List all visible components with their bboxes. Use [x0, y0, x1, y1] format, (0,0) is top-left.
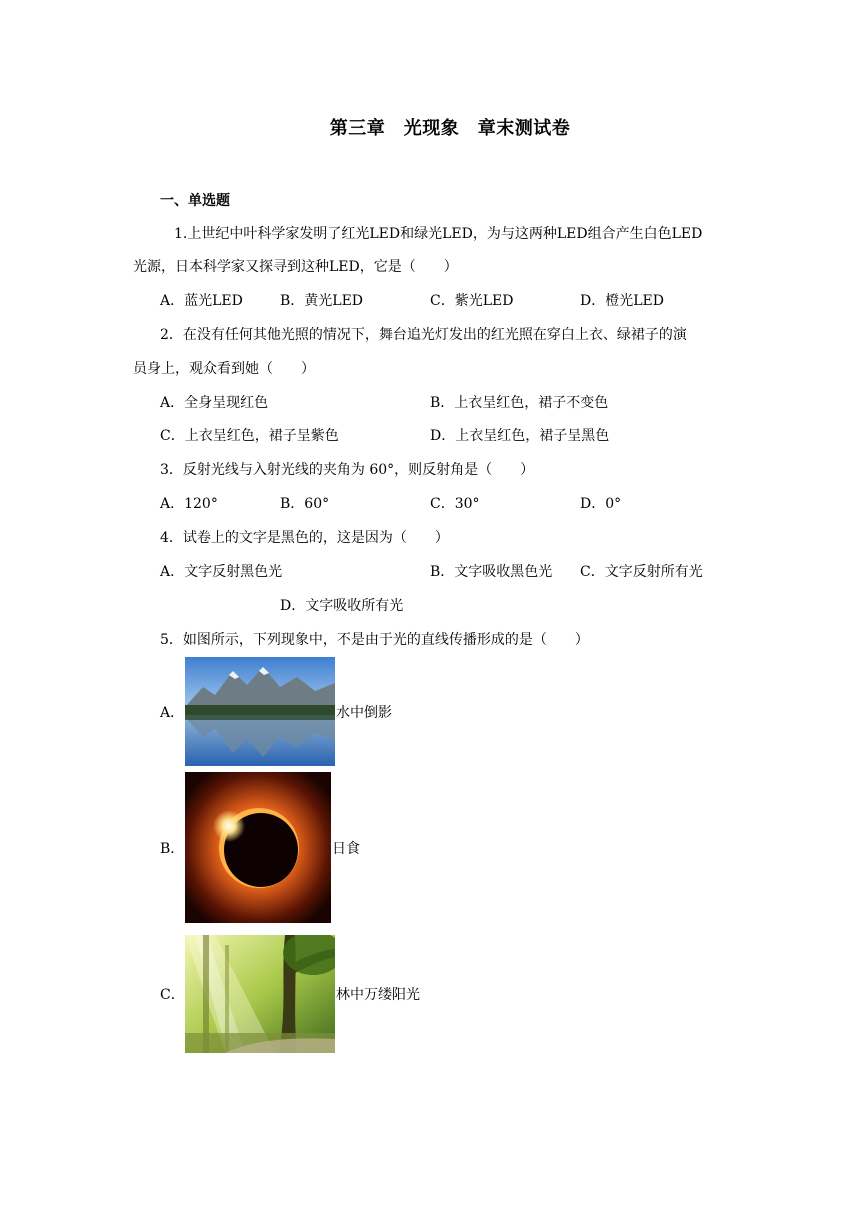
- question-3-option-a: A．120°: [160, 496, 218, 512]
- question-5-option-b-label: B．: [160, 841, 185, 857]
- question-1-option-c: C．紫光LED: [430, 293, 514, 309]
- question-2-option-c: C．上衣呈红色，裙子呈紫色: [160, 428, 339, 444]
- question-1-line-2: 光源，日本科学家又探寻到这种LED，它是（ ）: [133, 259, 458, 275]
- question-4-option-b: B．文字吸收黑色光: [430, 564, 553, 580]
- mountain-reflection-image: [185, 657, 335, 766]
- question-2-line-2: 员身上，观众看到她（ ）: [133, 361, 315, 377]
- question-1-option-b: B．黄光LED: [280, 293, 364, 309]
- question-3-option-c: C．30°: [430, 496, 480, 512]
- question-4-option-c: C．文字反射所有光: [580, 564, 703, 580]
- question-1-option-d: D．橙光LED: [580, 293, 664, 309]
- question-1-option-a: A．蓝光LED: [160, 293, 243, 309]
- question-1-line-1: 1.上世纪中叶科学家发明了红光LED和绿光LED，为与这两种LED组合产生白色LED: [174, 226, 703, 242]
- question-3-option-b: B．60°: [280, 496, 330, 512]
- question-3-line-1: 3．反射光线与入射光线的夹角为 60°，则反射角是（ ）: [160, 462, 535, 478]
- section-heading: 一、单选题: [160, 193, 230, 209]
- question-4-option-d: D．文字吸收所有光: [280, 598, 404, 614]
- question-2-option-d: D．上衣呈红色，裙子呈黑色: [430, 428, 610, 444]
- question-5-option-a-text: 水中倒影: [336, 705, 392, 721]
- question-2-option-b: B．上衣呈红色，裙子不变色: [430, 395, 609, 411]
- question-5-line-1: 5．如图所示，下列现象中，不是由于光的直线传播形成的是（ ）: [160, 632, 589, 648]
- question-3-option-d: D．0°: [580, 496, 622, 512]
- page-title: 第三章 光现象 章末测试卷: [329, 118, 571, 139]
- question-5-option-c-label: C．: [160, 987, 185, 1003]
- question-5-option-a-label: A．: [160, 705, 185, 721]
- forest-sunbeams-image: [185, 935, 335, 1053]
- question-5-option-b-text: 日食: [332, 841, 360, 857]
- question-2-option-a: A．全身呈现红色: [160, 395, 269, 411]
- question-4-option-a: A．文字反射黑色光: [160, 564, 283, 580]
- solar-eclipse-image: [185, 772, 331, 923]
- question-5-option-c-text: 林中万缕阳光: [336, 987, 420, 1003]
- question-4-line-1: 4．试卷上的文字是黑色的，这是因为（ ）: [160, 530, 449, 546]
- question-2-line-1: 2．在没有任何其他光照的情况下，舞台追光灯发出的红光照在穿白上衣、绿裙子的演: [160, 327, 687, 343]
